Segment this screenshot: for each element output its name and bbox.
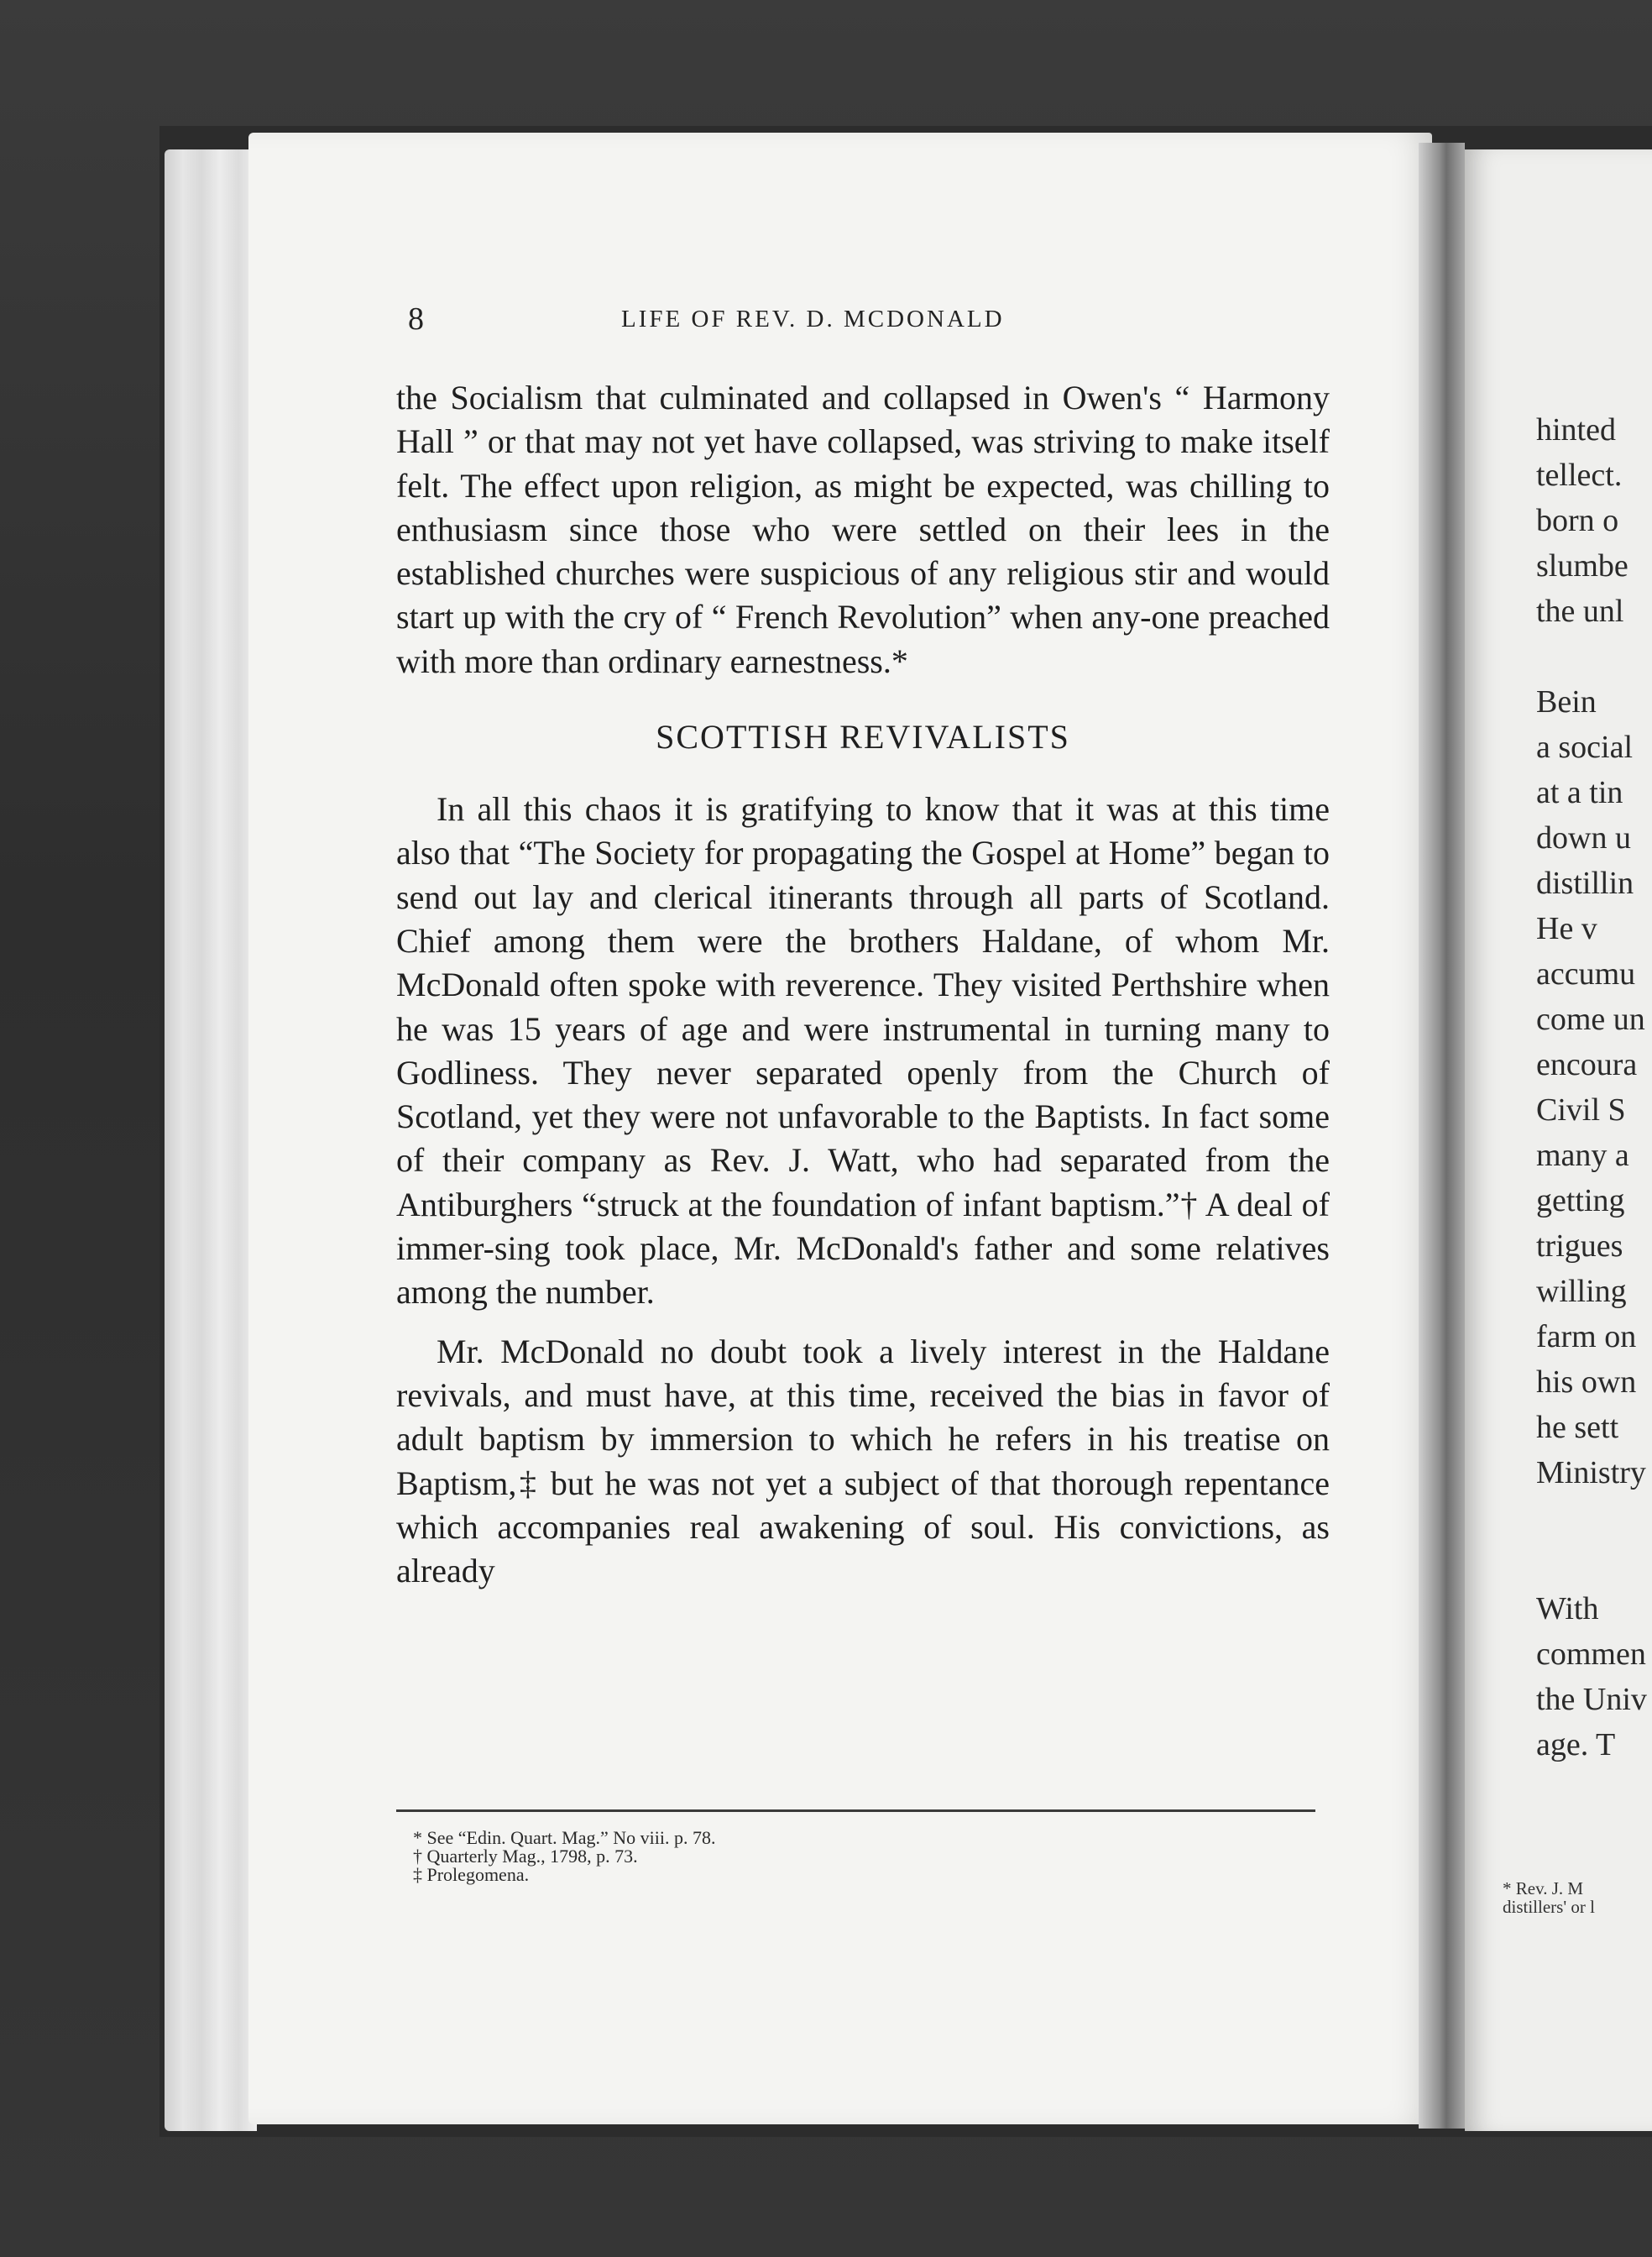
facing-line: a social — [1536, 730, 1634, 765]
facing-line: his own — [1536, 1364, 1637, 1400]
footnotes — [413, 1829, 1168, 1884]
running-title: LIFE OF REV. D. MCDONALD — [621, 306, 1005, 333]
facing-footnote-line: * Rev. J. M — [1503, 1879, 1584, 1898]
facing-line: slumbe — [1536, 548, 1628, 584]
section-heading: SCOTTISH REVIVALISTS — [656, 718, 1070, 757]
facing-line: Bein — [1536, 684, 1597, 720]
facing-line: he sett — [1536, 1410, 1619, 1445]
paragraph-2: In all this chaos it is gratifying to know that it was at this time also that “The Society for propagating the Gospel at Home” began to send out lay and clerical itinerants through all parts of Scotland. Chief among them were the brothers Haldane, of whom Mr. McDonald often spoke with reverence. They visited Perthshire when he was 15 years of age and were instrumental in turning many to Godliness. They never separated openly from the Church of Scotland, yet they were not unfavorable to the Baptists. In fact some of their company as Rev. J. Watt, who had separated from the Antiburghers “struck at the foundation of infant baptism.”† A deal of immer-sing took place, Mr. McDonald's father and some relatives among the number. — [396, 790, 1330, 1312]
facing-line: the unl — [1536, 594, 1624, 629]
facing-line — [1536, 1541, 1652, 1586]
facing-line: commen — [1536, 1636, 1646, 1672]
facing-line: down u — [1536, 820, 1631, 856]
facing-line — [1536, 634, 1652, 679]
facing-line: many a — [1536, 1138, 1629, 1173]
facing-line: getting — [1536, 1183, 1625, 1218]
footnote-rule — [396, 1809, 1315, 1812]
facing-line: trigues — [1536, 1228, 1623, 1264]
main-text — [396, 376, 1330, 1593]
footnote-2: † Quarterly Mag., 1798, p. 73. — [413, 1846, 638, 1867]
page-number: 8 — [408, 301, 424, 337]
footnote-1: * See “Edin. Quart. Mag.” No viii. p. 78. — [413, 1827, 716, 1848]
book-gutter — [1419, 143, 1465, 2129]
footnote-3: ‡ Prolegomena. — [413, 1864, 530, 1885]
paragraph-1: the Socialism that culminated and collapsed in Owen's “ Harmony Hall ” or that may not yet have collapsed, was striving to make itself felt. The effect upon religion, as might be expected, was chilling to enthusiasm since those who were settled on their lees in the established churches were suspicious of any religious stir and would start up with the cry of “ French Revolution” when any-one preached with more than ordinary earnestness.* — [396, 379, 1330, 680]
facing-line — [1536, 1495, 1652, 1541]
facing-line: Civil S — [1536, 1092, 1626, 1128]
facing-line: farm on — [1536, 1319, 1637, 1354]
facing-page-footnote — [1503, 1879, 1652, 1916]
facing-line: hinted — [1536, 412, 1616, 448]
facing-line: With — [1536, 1591, 1599, 1626]
facing-line: age. T — [1536, 1727, 1616, 1762]
page-edges — [165, 149, 257, 2131]
facing-line: born o — [1536, 503, 1619, 538]
facing-footnote-line: distillers' or l — [1503, 1897, 1595, 1916]
facing-line: come un — [1536, 1002, 1645, 1037]
facing-line: tellect. — [1536, 458, 1623, 493]
paragraph-3: Mr. McDonald no doubt took a lively interest in the Haldane revivals, and must have, at this time, received the bias in favor of adult baptism by immersion to which he refers in his treatise on Baptism,‡ but he was not yet a subject of that thorough repentance which accompanies real awakening of soul. His convictions, as already — [396, 1332, 1330, 1590]
facing-line: at a tin — [1536, 775, 1623, 810]
facing-line: distillin — [1536, 866, 1634, 901]
facing-page-text — [1536, 407, 1652, 1767]
facing-line: Ministry — [1536, 1455, 1646, 1490]
facing-line: accumu — [1536, 956, 1636, 992]
facing-line: He v — [1536, 911, 1597, 946]
facing-line: the Univ — [1536, 1682, 1647, 1717]
running-head — [408, 301, 1331, 351]
facing-line: willing — [1536, 1274, 1627, 1309]
facing-line: encoura — [1536, 1047, 1638, 1082]
